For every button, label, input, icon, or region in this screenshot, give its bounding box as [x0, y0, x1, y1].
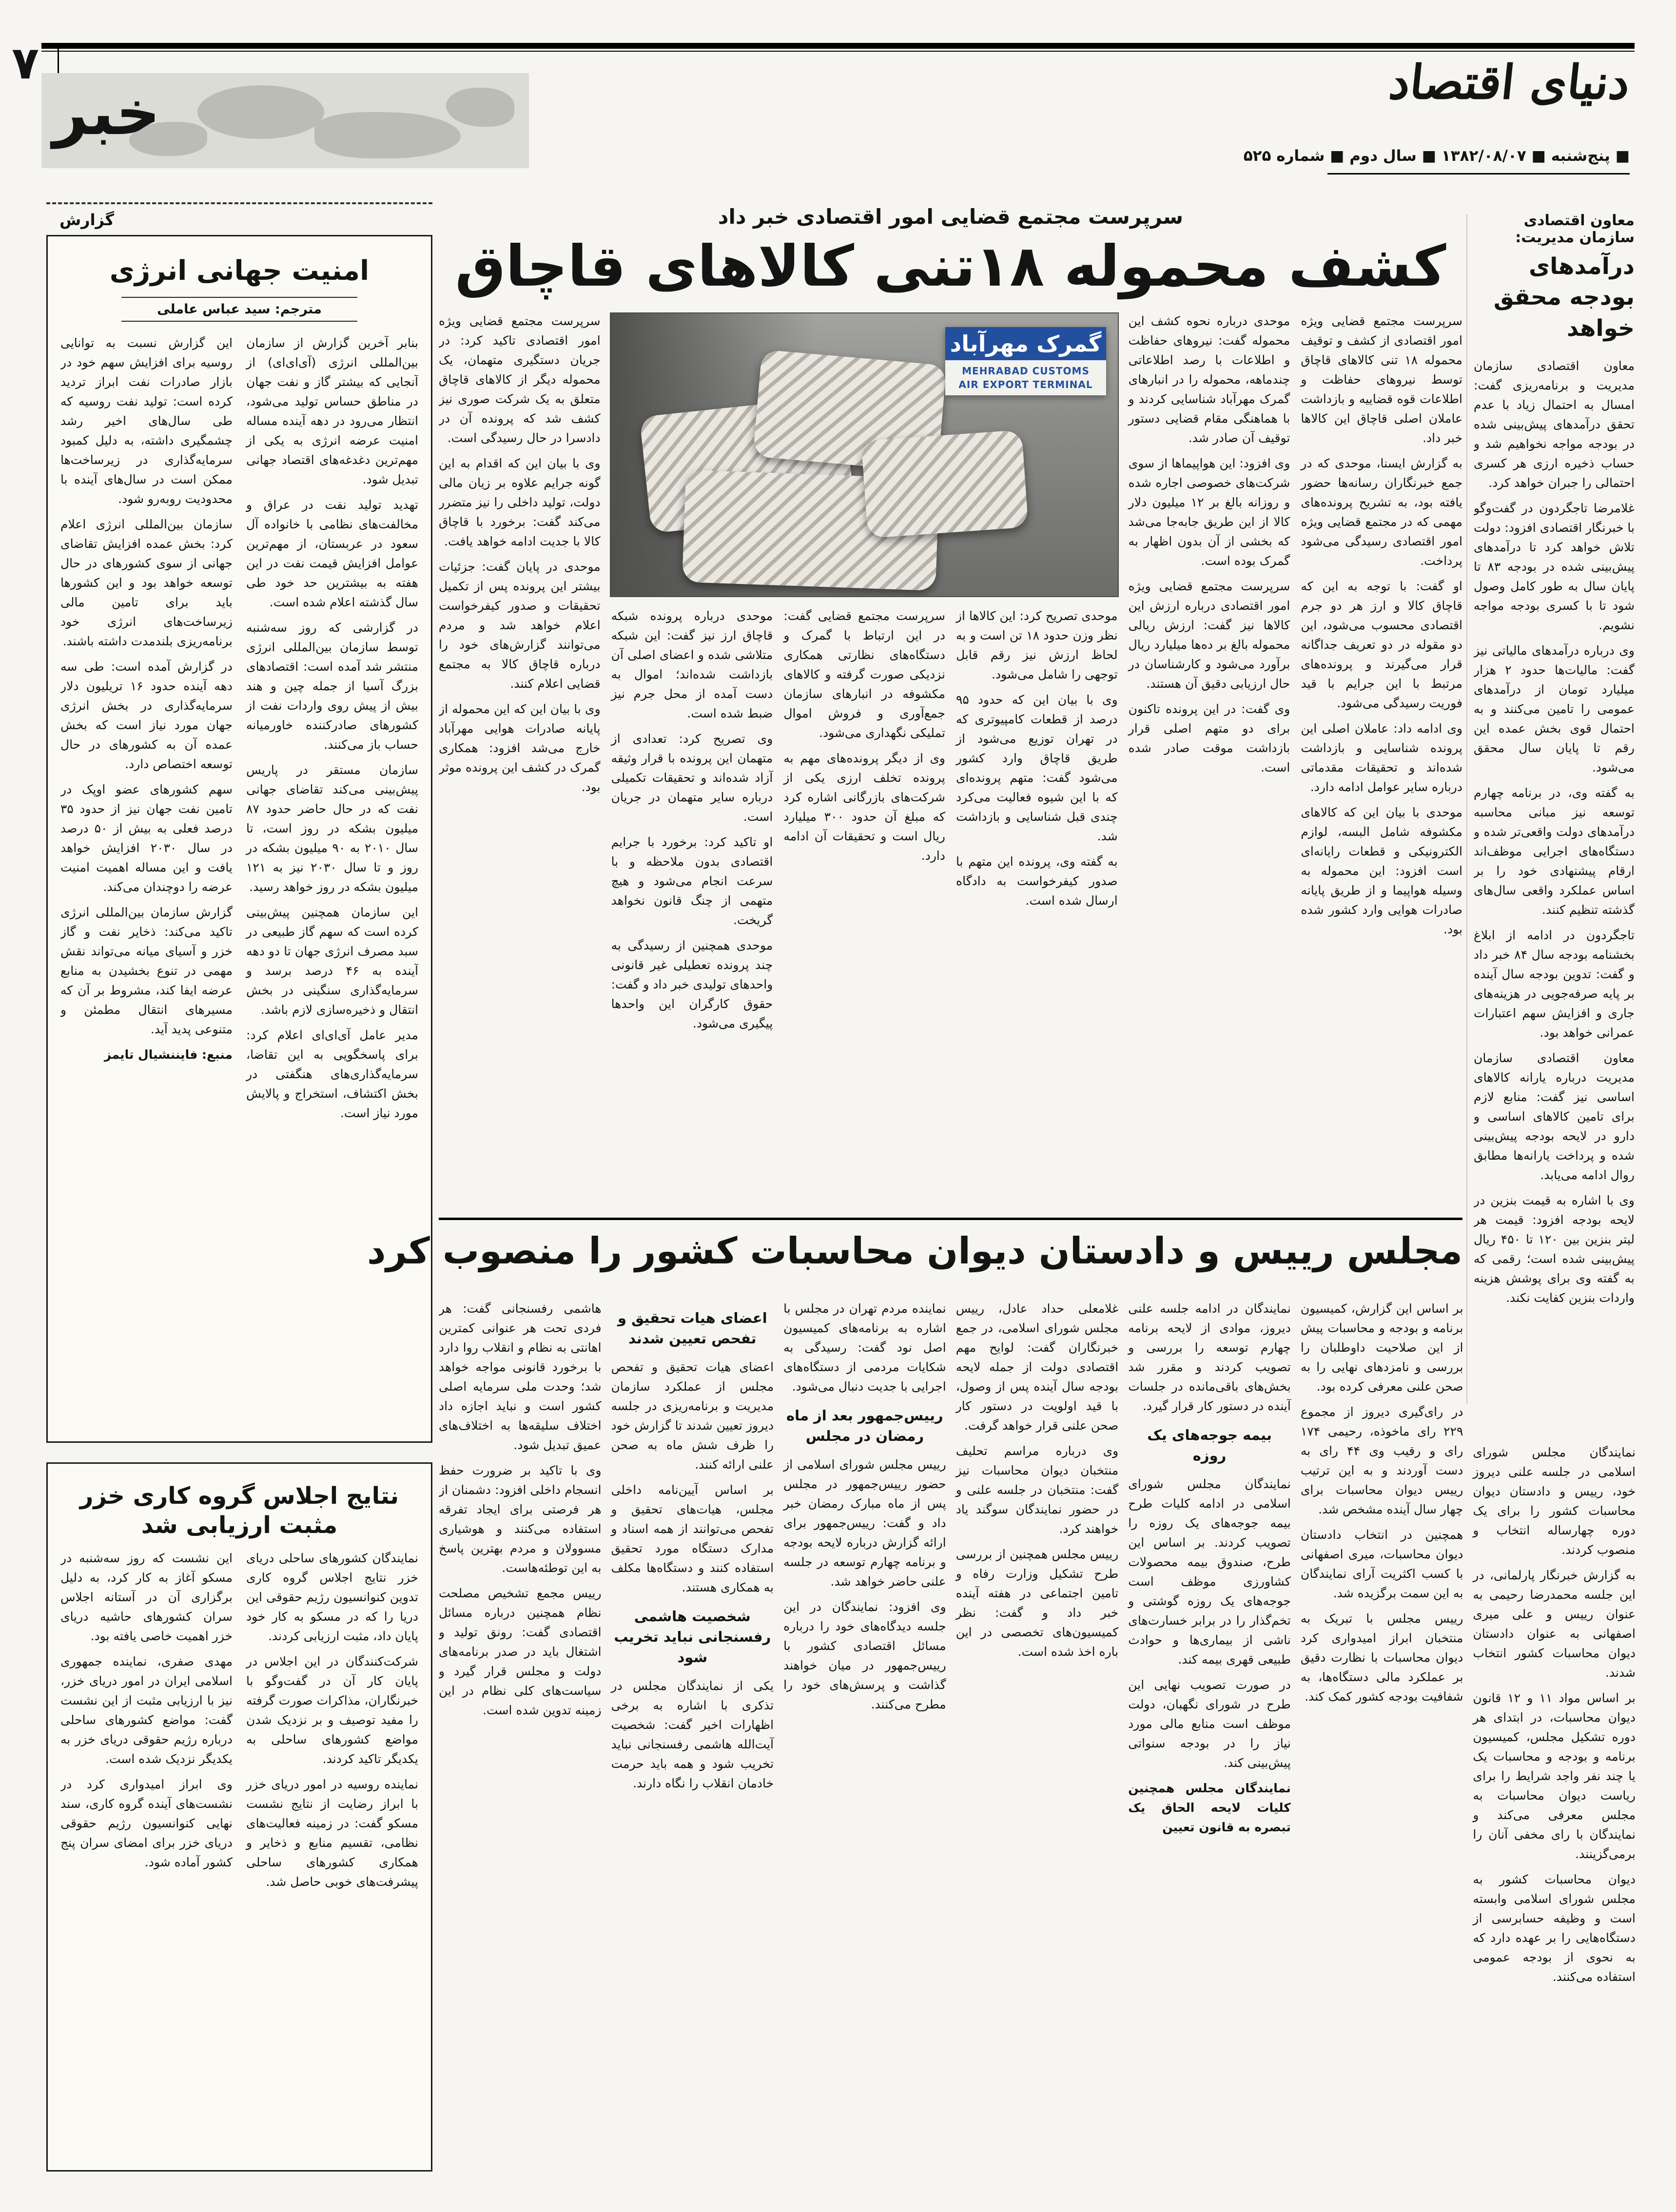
budget-article	[1474, 212, 1635, 1414]
smuggling-kicker: سرپرست مجتمع قضایی امور اقتصادی خبر داد	[718, 205, 1184, 229]
paper-logo: دنیای اقتصاد	[1386, 55, 1633, 110]
smuggling-article	[439, 205, 1462, 1214]
article-column	[60, 333, 233, 1381]
article-column-text: سرپرست مجتمع قضایی گفت: در این ارتباط با گمرک و دستگاه‌های نظارتی همکاری نزدیکی صورت گرفته و کالاهای مکشوفه در انبارهای سازمان جمع‌آوری و فروش اموال تملیکی نگهداری می‌شود. وی از دیگر پرونده‌های مهم به پرونده تخلف ارزی یکی از شرکت‌های بازرگانی اشاره کرد که مبلغ آن حدود ۳۰۰ میلیارد ریال است و تحقیقات آن ادامه دارد.	[783, 608, 945, 863]
article-column-text: موحدی تصریح کرد: این کالاها از نظر وزن حدود ۱۸ تن است و به لحاظ ارزش نیز رقم قابل توجهی را شامل می‌شود. وی با بیان این که حدود ۹۵ درصد از قطعات کامپیوتری که در تهران توزیع می‌شود از طریق قاچاق وارد کشور می‌شود گفت: متهم پرونده‌ای که با این شیوه فعالیت می‌کرد چندی قبل شناسایی و بازداشت شد. به گفته وی، پرونده این متهم با صدور کیفرخواست به دادگاه ارسال شده است.	[955, 608, 1118, 908]
customs-sign	[945, 327, 1106, 395]
article-column: نماینده مردم تهران در مجلس با اشاره به برنامه‌های کمیسیون اصل نود گفت: رسیدگی به شکایات مردمی از دستگاه‌های اجرایی با جدیت دنبال می‌شود. رییس‌جمهور بعد از ماه رمضان در مجلس رییس مجلس شورای اسلامی از حضور رییس‌جمهور در مجلس پس از ماه مبارک رمضان خبر داد و گفت: رییس‌جمهور برای ارائه گزارش درباره لایحه بودجه و برنامه چهارم توسعه در جلسه علنی حاضر خواهد شد. وی افزود: نمایندگان در این جلسه دیدگاه‌های خود را درباره مسائل اقتصادی کشور با رییس‌جمهور در میان خواهند گذاشت و پرسش‌های خود را مطرح می‌کنند.	[783, 1301, 946, 1712]
header-bar-thin	[41, 51, 1635, 52]
energy-byline: مترجم: سید عباس عاملی	[121, 297, 357, 322]
article-column: اعضای هیات تحقیق و تفحص تعیین شدند اعضای هیات تحقیق و تفحص مجلس از عملکرد سازمان مدیریت و برنامه‌ریزی در جلسه دیروز تعیین شدند تا گزارش خود را ظرف شش ماه به صحن علنی ارائه کنند. بر اساس آیین‌نامه داخلی مجلس، هیات‌های تحقیق و تفحص می‌توانند از همه اسناد و مدارک دستگاه مورد تحقیق استفاده کنند و دستگاه‌ها مکلف به همکاری هستند. شخصیت هاشمی رفسنجانی نباید تخریب شود یکی از نمایندگان مجلس در تذکری با اشاره به برخی اظهارات اخیر گفت: شخصیت آیت‌الله هاشمی رفسنجانی نباید تخریب شود و همه باید حرمت خادمان انقلاب را نگاه دارند.	[611, 1310, 774, 1791]
customs-sign-line2: AIR EXPORT TERMINAL	[958, 378, 1093, 390]
smuggling-body	[439, 311, 1462, 1189]
budget-body: معاون اقتصادی سازمان مدیریت و برنامه‌ریزی گفت: امسال به احتمال زیاد با عدم تحقق درآمدهای پیش‌بینی شده در بودجه مواجه نخواهیم شد و حساب ذخیره ارزی هر کسری احتمالی را جبران خواهد کرد. غلامرضا تاجگردون در گفت‌وگو با خبرنگار اقتصادی افزود: دولت تلاش خواهد کرد تا درآمدهای پیش‌بینی شده در بودجه ۸۳ تا پایان سال به طور کامل وصول شود تا با کسری بودجه مواجه نشویم. وی درباره درآمدهای مالیاتی نیز گفت: مالیات‌ها حدود ۲ هزار میلیارد تومان از درآمدهای عمومی را تامین می‌کنند و به احتمال قوی بخش عمده این رقم تا پایان سال محقق می‌شود. به گفته وی، در برنامه چهارم توسعه نیز مبانی محاسبه درآمدهای دولت واقعی‌تر شده و دستگاه‌های اجرایی موظف‌اند ارقام پیشنهادی خود را بر اساس عملکرد واقعی سال‌های گذشته تنظیم کنند. تاجگردون در ادامه از ابلاغ بخشنامه بودجه سال ۸۴ خبر داد و گفت: تدوین بودجه سال آینده بر پایه صرفه‌جویی در هزینه‌های جاری و افزایش سهم اعتبارات عمرانی خواهد بود. معاون اقتصادی سازمان مدیریت درباره یارانه کالاهای اساسی نیز گفت: منابع لازم برای تامین کالاهای اساسی و دارو در لایحه بودجه پیش‌بینی شده و پرداخت یارانه‌ها مطابق روال ادامه می‌یابد. وی با اشاره به قیمت بنزین در لایحه بودجه افزود: قیمت هر لیتر بنزین بین ۱۲۰ تا ۴۵۰ ریال پیش‌بینی شده است؛ رقمی که به گفته وی برای پوشش هزینه واردات بنزین کفایت نکند.	[1474, 359, 1635, 1305]
energy-title: امنیت جهانی انرژی	[109, 255, 370, 287]
customs-photo	[611, 313, 1118, 596]
dateline: ■ پنج‌شنبه ■ ۱۳۸۲/۰۸/۰۷ ■ سال دوم ■ شماره ۵۲۵	[1243, 147, 1630, 165]
smuggling-headline: کشف محموله ۱۸تنی کالاهای قاچاق	[455, 233, 1446, 299]
source-line: منبع: فایننشیال تایمز	[104, 1048, 233, 1062]
article-column-text: موحدی درباره پرونده شبکه قاچاق ارز نیز گفت: این شبکه متلاشی شده و اعضای اصلی آن بازداشت شده‌اند؛ اموال به دست آمده از محل جرم نیز ضبط شده است. وی تصریح کرد: تعدادی از متهمان این پرونده با قرار وثیقه آزاد شده‌اند و تحقیقات تکمیلی درباره سایر متهمان در جریان است. او تاکید کرد: برخورد با جرایم اقتصادی بدون ملاحظه و با سرعت انجام می‌شود و هیچ متهمی از چنگ قانون نخواهد گریخت. موحدی همچنین از رسیدگی به چند پرونده تعطیلی غیر قانونی واحدهای تولیدی خبر داد و گفت: حقوق کارگران این واحدها پیگیری می‌شود.	[611, 608, 773, 1030]
article-column: هاشمی رفسنجانی گفت: هر فردی تحت هر عنوانی کمترین اهانتی به نظام و انقلاب روا دارد با برخورد قانونی مواجه خواهد شد؛ وحدت ملی سرمایه اصلی کشور است و نباید اجازه داد اختلاف سلیقه‌ها به اختلاف‌های عمیق تبدیل شود. وی با تاکید بر ضرورت حفظ انسجام داخلی افزود: دشمنان از هر فرصتی برای ایجاد تفرقه استفاده می‌کنند و هوشیاری مسوولان و مردم بهترین پاسخ به این توطئه‌هاست. رییس مجمع تشخیص مصلحت نظام همچنین درباره مسائل اقتصادی گفت: رونق تولید و اشتغال باید در صدر برنامه‌های دولت و مجلس قرار گیرد و سیاست‌های کلی نظام در این زمینه تدوین شده است.	[439, 1301, 602, 1717]
parliament-body	[439, 1299, 1636, 2172]
parliament-headline: مجلس رییس و دادستان دیوان محاسبات کشور را منصوب کرد	[367, 1229, 1462, 1272]
article-column: موحدی درباره نحوه کشف این محموله گفت: نیروهای حفاظت و اطلاعات با رصد اطلاعاتی چندماهه، محموله را در انبارهای گمرک مهرآباد شناسایی کردند و با هماهنگی مقام قضایی دستور توقیف آن صادر شد. وی افزود: این هواپیماها از سوی شرکت‌های خصوصی اجاره شده و روزانه بالغ بر ۱۲ میلیون دلار کالا از این طریق جابه‌جا می‌شد که بخشی از آن بدون اظهار به گمرک بوده است. سرپرست مجتمع قضایی ویژه امور اقتصادی درباره ارزش این کالاها نیز گفت: ارزش ریالی محموله بالغ بر ده‌ها میلیارد ریال برآورد می‌شود و کارشناسان در حال ارزیابی دقیق آن هستند. وی گفت: در این پرونده تاکنون برای دو متهم اصلی قرار بازداشت موقت صادر شده است.	[1128, 313, 1290, 775]
caspian-title: نتایج اجلاس گروه کاری خزر مثبت ارزیابی شد	[79, 1482, 399, 1539]
budget-title: درآمدهای بودجه محقق خواهد	[1493, 253, 1635, 342]
page-number: ۷	[12, 37, 39, 89]
map-continent-shape	[446, 88, 514, 127]
article-column: غلامعلی حداد عادل، رییس مجلس شورای اسلامی، در جمع خبرنگاران گفت: لوایح مهم اقتصادی دولت از جمله لایحه بودجه سال آینده پس از وصول، با قید اولویت در دستور کار صحن علنی قرار خواهد گرفت. وی درباره مراسم تحلیف منتخبان دیوان محاسبات نیز گفت: منتخبان در جلسه علنی و در حضور نمایندگان سوگند یاد خواهند کرد. رییس مجلس همچنین از بررسی طرح تشکیل وزارت رفاه و تامین اجتماعی در هفته آینده خبر داد و گفت: نظر کمیسیون‌های تخصصی در این باره اخذ شده است.	[955, 1301, 1119, 1659]
map-continent-shape	[197, 85, 324, 139]
column-separator	[1466, 214, 1467, 1404]
header-rule	[1327, 173, 1630, 175]
article-column: بر اساس این گزارش، کمیسیون برنامه و بودجه و محاسبات پیش از این صلاحیت داوطلبان را بررسی و نامزدهای نهایی را به صحن علنی معرفی کرده بود. در رای‌گیری دیروز از مجموع ۲۲۹ رای ماخوذه، رحیمی ۱۷۴ رای و رقیب وی ۴۴ رای به دست آوردند و به این ترتیب رییس دیوان محاسبات برای چهار سال آینده مشخص شد. همچنین در انتخاب دادستان دیوان محاسبات، میری اصفهانی با کسب اکثریت آرای نمایندگان به این سمت برگزیده شد. رییس مجلس با تبریک به منتخبان ابراز امیدواری کرد دیوان محاسبات با نظارت دقیق بر عملکرد مالی دستگاه‌ها، به شفافیت بودجه کشور کمک کند.	[1300, 1301, 1463, 1704]
header-bar	[41, 43, 1635, 49]
article-column: نمایندگان مجلس شورای اسلامی در جلسه علنی دیروز خود، رییس و دادستان دیوان محاسبات کشور را برای یک دوره چهارساله انتخاب و منصوب کردند. به گزارش خبرنگار پارلمانی، در این جلسه محمدرضا رحیمی به عنوان رییس و علی میری اصفهانی به عنوان دادستان دیوان محاسبات کشور انتخاب شدند. بر اساس مواد ۱۱ و ۱۲ قانون دیوان محاسبات، در ابتدای هر دوره تشکیل مجلس، کمیسیون برنامه و بودجه و محاسبات یک یا چند نفر واجد شرایط را برای ریاست دیوان محاسبات به مجلس معرفی می‌کند و نمایندگان با رای مخفی آنان را برمی‌گزینند. دیوان محاسبات کشور به مجلس شورای اسلامی وابسته است و وظیفه حسابرسی از دستگاه‌هایی را بر عهده دارد که به نحوی از بودجه عمومی استفاده می‌کنند.	[1473, 1445, 1636, 1984]
customs-sign-farsi: گمرک مهرآباد	[945, 327, 1106, 360]
report-label: گزارش	[59, 211, 115, 229]
article-column: سرپرست مجتمع قضایی ویژه امور اقتصادی تاکید کرد: در جریان دستگیری متهمان، یک محموله دیگر از کالاهای قاچاق متعلق به یک شرکت صوری نیز کشف شد که پرونده آن در دادسرا در حال رسیدگی است. وی با بیان این که اقدام به این گونه جرایم علاوه بر زیان مالی دولت، تولید داخلی را نیز متضرر می‌کند گفت: برخورد با قاچاق کالا با جدیت ادامه خواهد یافت. موحدی در پایان گفت: جزئیات بیشتر این پرونده پس از تکمیل تحقیقات و صدور کیفرخواست اعلام خواهد شد و مردم می‌توانند گزارش‌های خود را درباره قاچاق کالا به مجتمع قضایی اعلام کنند. وی با بیان این که این محموله از پایانه صادرات هوایی مهرآباد خارج می‌شد افزود: همکاری گمرک در کشف این پرونده موثر بود.	[439, 313, 601, 794]
customs-sign-line1: MEHRABAD CUSTOMS	[962, 365, 1090, 377]
article-column: نمایندگان کشورهای ساحلی دریای خزر نتایج اجلاس گروه کاری تدوین کنوانسیون رژیم حقوقی این دریا را که در مسکو به کار خود پایان داد، مثبت ارزیابی کردند. شرکت‌کنندگان در این اجلاس در پایان کار آن در گفت‌وگو با خبرنگاران، مذاکرات صورت گرفته را مفید توصیف و بر نزدیک شدن مواضع کشورهای ساحلی به یکدیگر تاکید کردند. نماینده روسیه در امور دریای خزر با ابراز رضایت از نتایج نشست مسکو گفت: در زمینه فعالیت‌های نظامی، تقسیم منابع و ذخایر و همکاری کشورهای ساحلی پیشرفت‌های خوبی حاصل شد.	[246, 1551, 418, 1889]
energy-columns	[60, 333, 418, 1381]
article-column: بنابر آخرین گزارش از سازمان بین‌المللی انرژی (آی‌ای‌ای) از آنجایی که بیشتر گاز و نفت جهان در مناطق حساس تولید می‌شود، انتظار می‌رود در دهه آینده مساله امنیت عرضه انرژی به یکی از مهم‌ترین دغدغه‌های اقتصاد جهانی تبدیل شود. تهدید تولید نفت در عراق و مخالفت‌های نظامی با خانواده آل سعود در عربستان، از مهم‌ترین عوامل افزایش قیمت نفت در این هفته به بیشترین حد خود طی سال گذشته اعلام شده است. در گزارشی که روز سه‌شنبه توسط سازمان بین‌المللی انرژی منتشر شد آمده است: اقتصادهای بزرگ آسیا از جمله چین و هند بیش از پیش روی واردات نفت از کشورهای صادرکننده خاورمیانه حساب باز می‌کنند. سازمان مستقر در پاریس پیش‌بینی می‌کند تقاضای جهانی نفت که در حال حاضر حدود ۸۷ میلیون بشکه در روز است، تا سال ۲۰۱۰ به ۹۰ میلیون بشکه در روز و تا سال ۲۰۳۰ نیز به ۱۲۱ میلیون بشکه در روز خواهد رسید. این سازمان همچنین پیش‌بینی کرده است که سهم گاز طبیعی در سبد مصرف انرژی جهان تا دو دهه آینده به ۴۶ درصد برسد و سرمایه‌گذاری سنگینی در بخش انتقال و ذخیره‌سازی لازم باشد. مدیر عامل آی‌ای‌ای اعلام کرد: برای پاسخگویی به این تقاضا، سرمایه‌گذاری‌های هنگفتی در بخش اکتشاف، استخراج و پالایش مورد نیاز است.	[246, 336, 418, 1120]
article-column-text: این گزارش نسبت به توانایی روسیه برای افزایش سهم خود در بازار صادرات نفت ابراز تردید کرده است: تولید نفت روسیه که طی سال‌های اخیر رشد چشمگیری داشته، به دلیل کمبود سرمایه‌گذاری در زیرساخت‌ها ممکن است در سال‌های آینده با محدودیت روبه‌رو شود. سازمان بین‌المللی انرژی اعلام کرد: بخش عمده افزایش تقاضای جهانی از سوی کشورهای در حال توسعه خواهد بود و این کشورها باید برای تامین مالی زیرساخت‌های انرژی خود برنامه‌ریزی بلندمدت داشته باشند. در گزارش آمده است: طی سه دهه آینده حدود ۱۶ تریلیون دلار سرمایه‌گذاری در بخش انرژی جهان مورد نیاز است که بخش عمده آن به کشورهای در حال توسعه اختصاص دارد. سهم کشورهای عضو اوپک در تامین نفت جهان نیز از حدود ۳۵ درصد فعلی به بیش از ۵۰ درصد در سال ۲۰۳۰ افزایش خواهد یافت و این مساله اهمیت امنیت عرضه را دوچندان می‌کند. گزارش سازمان بین‌المللی انرژی تاکید می‌کند: ذخایر نفت و گاز خزر و آسیای میانه می‌تواند نقش مهمی در تنوع بخشیدن به منابع عرضه ایفا کند، مشروط بر آن که مسیرهای انتقال مطمئن و متنوعی پدید آید.	[60, 336, 233, 1036]
cargo-bale	[861, 429, 1028, 538]
section-rule	[439, 1218, 1462, 1220]
map-continent-shape	[314, 112, 461, 158]
customs-sign-english	[945, 360, 1106, 395]
budget-kicker: معاون اقتصادی سازمان مدیریت:	[1515, 212, 1635, 246]
article-column: نمایندگان در ادامه جلسه علنی دیروز، موادی از لایحه برنامه چهارم توسعه را بررسی و تصویب کردند و مقرر شد بخش‌های باقی‌مانده در جلسات آینده در دستور کار قرار گیرد. بیمه جوجه‌های یک روزه نمایندگان مجلس شورای اسلامی در ادامه کلیات طرح بیمه جوجه‌های یک روزه را تصویب کردند. بر اساس این طرح، صندوق بیمه محصولات کشاورزی موظف است جوجه‌های یک روزه گوشتی و تخم‌گذار را در برابر خسارت‌های ناشی از بیماری‌ها و حوادث طبیعی قهری بیمه کند. در صورت تصویب نهایی این طرح در شورای نگهبان، دولت موظف است منابع مالی مورد نیاز را در بودجه سنواتی پیش‌بینی کند. نمایندگان مجلس همچنین کلیات لایحه الحاق یک تبصره به قانون تعیین	[1128, 1301, 1291, 1835]
section-label: خبر	[53, 77, 160, 149]
dashed-separator	[46, 202, 432, 204]
caspian-report-box	[46, 1462, 432, 2172]
caspian-columns	[60, 1549, 418, 2129]
article-column: سرپرست مجتمع قضایی ویژه امور اقتصادی از کشف و توقیف محموله ۱۸ تنی کالاهای قاچاق توسط نیروهای حفاظت و اطلاعات قوه قضاییه و بازداشت عاملان اصلی قاچاق این کالاها خبر داد. به گزارش ایسنا، موحدی که در جمع خبرنگاران رسانه‌ها حضور یافته بود، به تشریح پرونده‌های مهمی که در مجتمع قضایی ویژه امور اقتصادی رسیدگی می‌شود پرداخت. او گفت: با توجه به این که قاچاق کالا و ارز هر دو جرم اقتصادی محسوب می‌شود، این دو مقوله در دو تعریف جداگانه قرار می‌گیرند و پرونده‌های مرتبط با این جرایم با قید فوریت رسیدگی می‌شود. وی ادامه داد: عاملان اصلی این پرونده شناسایی و بازداشت شده‌اند و تحقیقات مقدماتی درباره سایر عوامل ادامه دارد. موحدی با بیان این که کالاهای مکشوفه شامل البسه، لوازم الکترونیکی و قطعات رایانه‌ای است افزود: این محموله به وسیله هواپیما و از طریق پایانه صادرات هوایی وارد کشور شده بود.	[1301, 313, 1462, 936]
article-column: این نشست که روز سه‌شنبه در مسکو آغاز به کار کرد، به دلیل برگزاری آن در آستانه اجلاس سران کشورهای حاشیه دریای خزر اهمیت خاصی یافته بود. مهدی صفری، نماینده جمهوری اسلامی ایران در امور دریای خزر، نیز با ارزیابی مثبت از این نشست گفت: مواضع کشورهای ساحلی درباره رژیم حقوقی دریای خزر به یکدیگر نزدیک شده است. وی ابراز امیدواری کرد در نشست‌های آینده گروه کاری، سند نهایی کنوانسیون رژیم حقوقی دریای خزر برای امضای سران پنج کشور آماده شود.	[60, 1551, 233, 1869]
